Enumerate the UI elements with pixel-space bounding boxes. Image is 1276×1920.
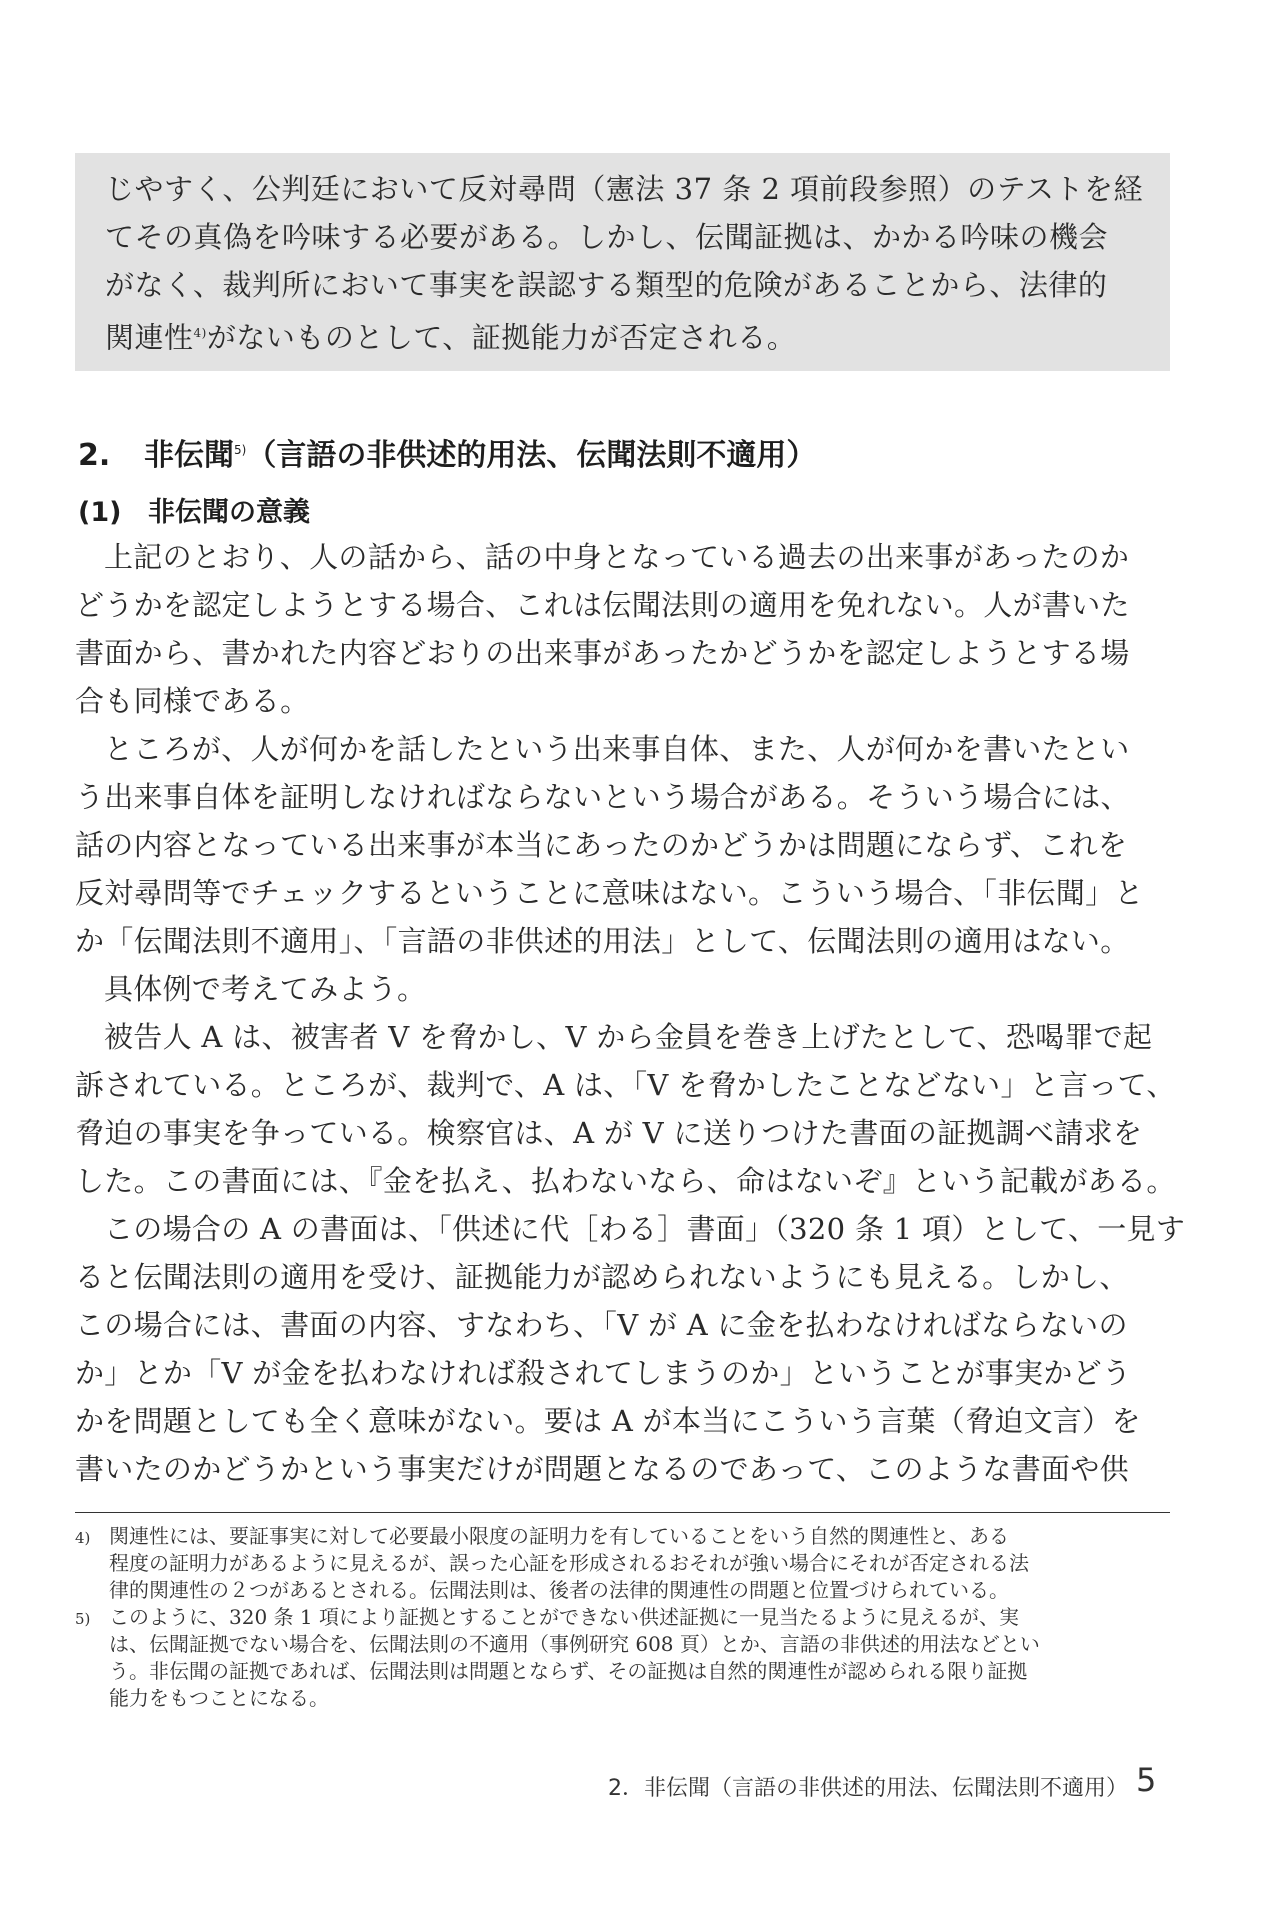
boxed-line-text: がないものとして、証拠能力が否定される。 bbox=[206, 320, 797, 355]
section-number: 2. bbox=[78, 438, 111, 473]
paragraph bbox=[75, 965, 1175, 1013]
section-title-rest: （言語の非供述的用法、伝聞法則不適用） bbox=[246, 438, 817, 473]
boxed-line: じやすく、公判廷において反対尋問（憲法 37 条 2 項前段参照）のテストを経 bbox=[105, 172, 1143, 206]
footnote bbox=[75, 1604, 1175, 1712]
paragraph-line: 合も同様である。 bbox=[75, 684, 310, 718]
paragraph-line: この場合には、書面の内容、すなわち、「V が A に金を払わなければならないの bbox=[75, 1308, 1128, 1342]
section-title: 非伝聞 bbox=[144, 438, 234, 473]
page-number: 5 bbox=[1136, 1761, 1157, 1799]
footnote-line: 関連性には、要証事実に対して必要最小限度の証明力を有していることをいう自然的関連性と、ある bbox=[109, 1524, 1009, 1548]
paragraph bbox=[75, 533, 1175, 725]
footnote-line: このように、320 条 1 項により証拠とすることができない供述証拠に一見当たるように見えるが、実 bbox=[109, 1605, 1019, 1629]
section-heading bbox=[78, 430, 816, 474]
footnote-divider bbox=[75, 1512, 1170, 1513]
footnotes bbox=[75, 1523, 1175, 1712]
footnote-text bbox=[109, 1604, 1175, 1712]
subsection-heading bbox=[78, 490, 310, 529]
footnote-ref: 4) bbox=[193, 326, 207, 340]
subsection-number: (1) bbox=[78, 497, 122, 528]
running-footer: 2．非伝聞（言語の非供述的用法、伝聞法則不適用） bbox=[608, 1776, 1128, 1801]
paragraph-line: う出来事自体を証明しなければならないという場合がある。そういう場合には、 bbox=[75, 780, 1130, 814]
paragraph-line: 具体例で考えてみよう。 bbox=[104, 972, 427, 1006]
paragraph-line: どうかを認定しようとする場合、これは伝聞法則の適用を免れない。人が書いた bbox=[75, 588, 1130, 622]
footnote-ref: 5) bbox=[234, 443, 247, 457]
paragraph bbox=[75, 1205, 1186, 1493]
paragraph-line: 反対尋問等でチェックするということに意味はない。こういう場合、「非伝聞」と bbox=[75, 876, 1144, 910]
boxed-line: がなく、裁判所において事実を誤認する類型的危険があることから、法律的 bbox=[105, 268, 1108, 302]
paragraph-line: この場合の A の書面は、「供述に代［わる］書面」（320 条 1 項）として、一見す bbox=[104, 1212, 1186, 1246]
footnote-text bbox=[109, 1523, 1175, 1604]
paragraph-line: か」とか「V が金を払わなければ殺されてしまうのか」ということが事実かどう bbox=[75, 1356, 1132, 1390]
paragraph-line: 訴されている。ところが、裁判で、A は、「V を脅かしたことなどない」と言って、 bbox=[75, 1068, 1176, 1102]
footnote-number: 4) bbox=[75, 1529, 91, 1547]
footnote bbox=[75, 1523, 1175, 1604]
footnote-number: 5) bbox=[75, 1610, 91, 1628]
boxed-line: てその真偽を吟味する必要がある。しかし、伝聞証拠は、かかる吟味の機会 bbox=[105, 220, 1109, 254]
footnote-line: は、伝聞証拠でない場合を、伝聞法則の不適用（事例研究 608 頁）とか、言語の非供述的用法などとい bbox=[109, 1632, 1040, 1656]
subsection-title: 非伝聞の意義 bbox=[148, 497, 310, 528]
paragraph-line: した。この書面には、『金を払え、払わないなら、命はないぞ』という記載がある。 bbox=[75, 1164, 1176, 1198]
paragraph-line: かを問題としても全く意味がない。要は A が本当にこういう言葉（脅迫文言）を bbox=[75, 1404, 1141, 1438]
footnote-line: 程度の証明力があるように見えるが、誤った心証を形成されるおそれが強い場合にそれが否定される法 bbox=[109, 1551, 1029, 1575]
paragraph-line: 書面から、書かれた内容どおりの出来事があったかどうかを認定しようとする場 bbox=[75, 636, 1130, 670]
body-text bbox=[75, 533, 1186, 1493]
paragraph-line: 話の内容となっている出来事が本当にあったのかどうかは問題にならず、これを bbox=[75, 828, 1128, 862]
paragraph-line: か「伝聞法則不適用」、「言語の非供述的用法」として、伝聞法則の適用はない。 bbox=[75, 924, 1130, 958]
paragraph-line: 上記のとおり、人の話から、話の中身となっている過去の出来事があったのか bbox=[104, 540, 1130, 574]
footnote-line: 律的関連性の２つがあるとされる。伝聞法則は、後者の法律的関連性の問題と位置づけられている。 bbox=[109, 1578, 1009, 1602]
boxed-text-block bbox=[75, 153, 1170, 371]
paragraph-line: 脅迫の事実を争っている。検察官は、A が V に送りつけた書面の証拠調べ請求を bbox=[75, 1116, 1143, 1150]
paragraph-line: ところが、人が何かを話したという出来事自体、また、人が何かを書いたとい bbox=[104, 732, 1130, 766]
paragraph bbox=[75, 1013, 1175, 1205]
paragraph-line: 被告人 A は、被害者 V を脅かし、V から金員を巻き上げたとして、恐喝罪で起 bbox=[104, 1020, 1153, 1054]
boxed-line bbox=[105, 309, 1140, 362]
boxed-line-text: 関連性 bbox=[105, 320, 194, 355]
footnote-line: う。非伝聞の証拠であれば、伝聞法則は問題とならず、その証拠は自然的関連性が認められる限り証拠 bbox=[109, 1659, 1028, 1683]
paragraph-line: ると伝聞法則の適用を受け、証拠能力が認められないようにも見える。しかし、 bbox=[75, 1260, 1129, 1294]
footnote-line: 能力をもつことになる。 bbox=[109, 1686, 329, 1710]
paragraph bbox=[75, 725, 1175, 965]
paragraph-line: 書いたのかどうかという事実だけが問題となるのであって、このような書面や供 bbox=[75, 1452, 1129, 1486]
